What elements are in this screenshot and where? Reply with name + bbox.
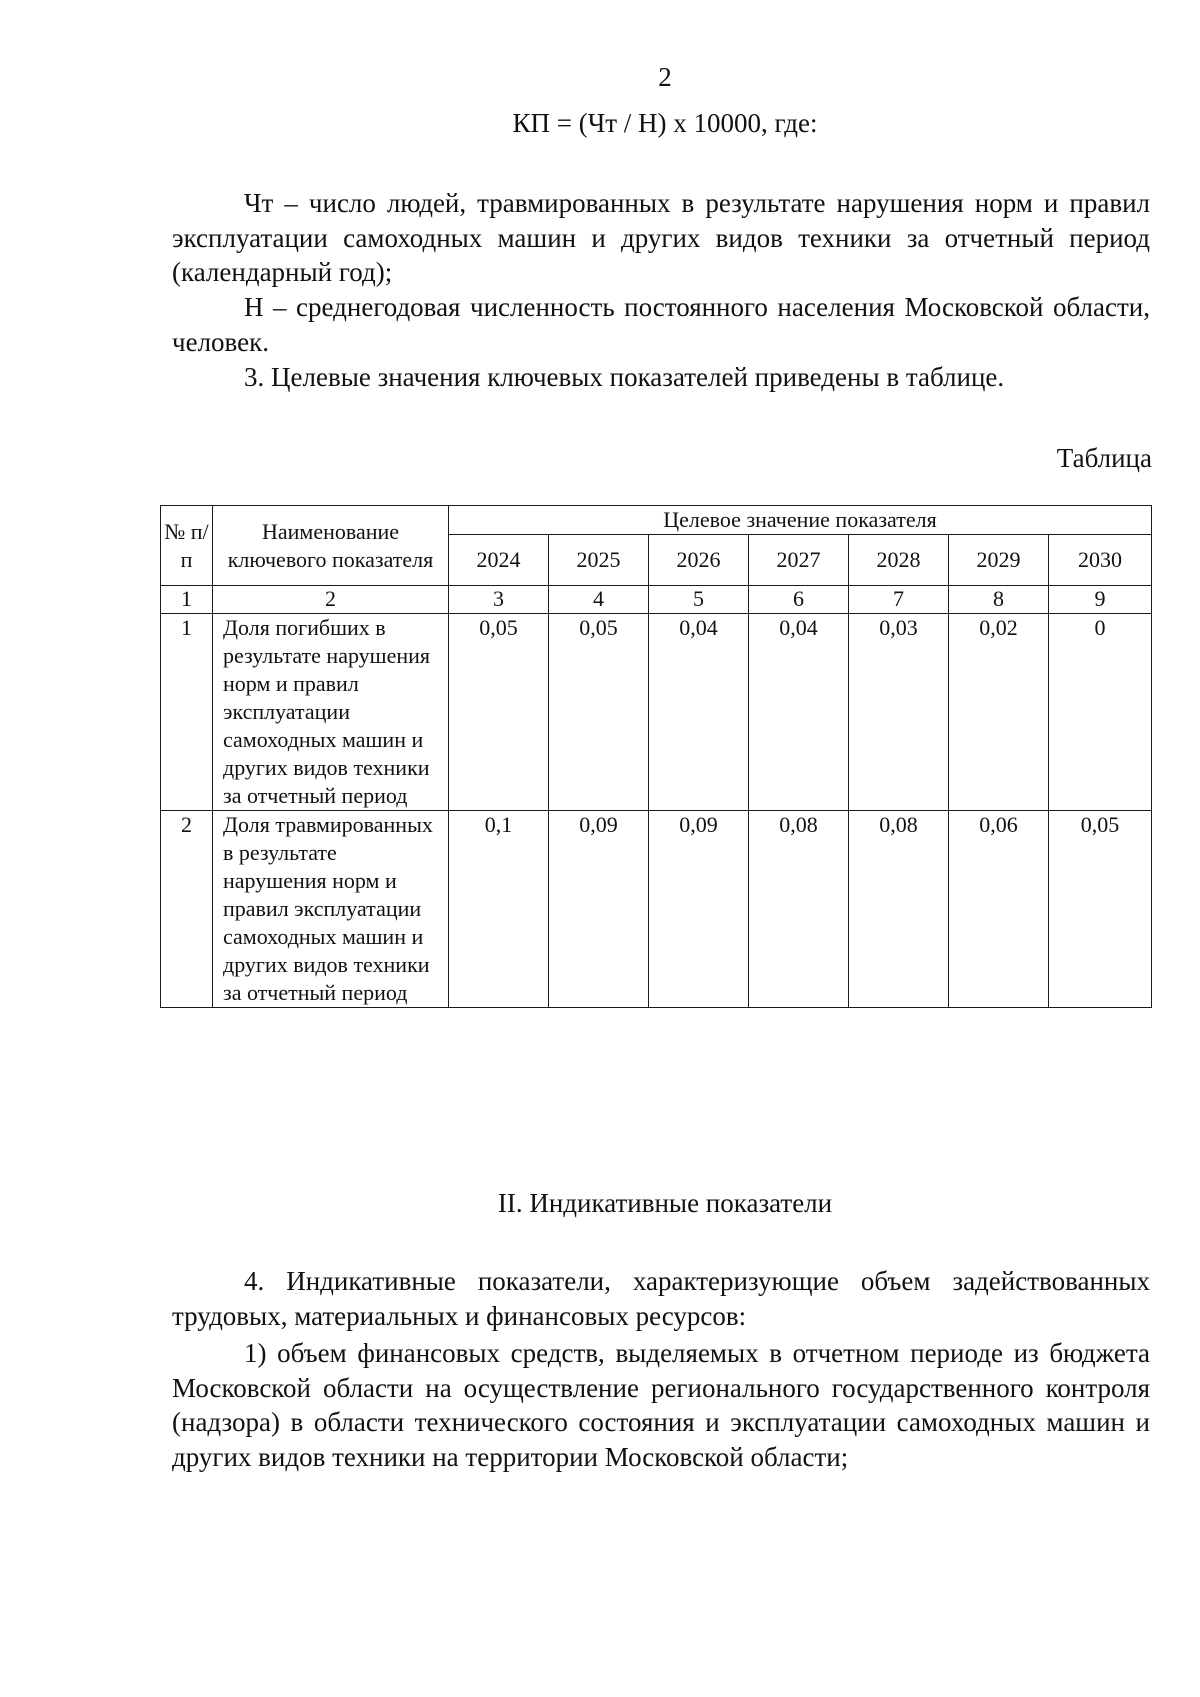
row-value: 0,09	[649, 811, 749, 1008]
item-4	[172, 1264, 1150, 1333]
row-num: 2	[161, 811, 213, 1008]
header-target: Целевое значение показателя	[449, 506, 1152, 535]
row-value: 0,1	[449, 811, 549, 1008]
row-value: 0,04	[749, 614, 849, 811]
row-value: 0,05	[549, 614, 649, 811]
item-4-1	[172, 1336, 1150, 1474]
index-cell: 7	[849, 586, 949, 614]
header-year: 2030	[1049, 535, 1152, 586]
row-name: Доля травмированных в результате нарушения норм и правил эксплуатации самоходных машин и других видов техники за отчетный период	[213, 811, 449, 1008]
row-value: 0,09	[549, 811, 649, 1008]
definition-cht-text: Чт – число людей, травмированных в результате нарушения норм и правил эксплуатации самоходных машин и других видов техники за отчетный период (календарный год);	[172, 188, 1150, 287]
header-year: 2026	[649, 535, 749, 586]
index-cell: 4	[549, 586, 649, 614]
row-value: 0,08	[849, 811, 949, 1008]
row-name: Доля погибших в результате нарушения норм и правил эксплуатации самоходных машин и других видов техники за отчетный период	[213, 614, 449, 811]
definition-n-text: Н – среднегодовая численность постоянного населения Московской области, человек.	[172, 292, 1150, 357]
definition-cht	[172, 186, 1150, 290]
index-cell: 8	[949, 586, 1049, 614]
table-caption: Таблица	[1056, 443, 1152, 473]
row-value: 0,05	[449, 614, 549, 811]
index-row	[161, 586, 1152, 614]
header-name: Наименование ключевого показателя	[213, 506, 449, 586]
key-indicators-table	[160, 505, 1152, 1008]
header-year: 2028	[849, 535, 949, 586]
row-num: 1	[161, 614, 213, 811]
row-value: 0,08	[749, 811, 849, 1008]
item-4-text: 4. Индикативные показатели, характеризующие объем задействованных трудовых, материальных и финансовых ресурсов:	[172, 1266, 1150, 1331]
index-cell: 9	[1049, 586, 1152, 614]
index-cell: 1	[161, 586, 213, 614]
header-year: 2027	[749, 535, 849, 586]
row-value: 0,05	[1049, 811, 1152, 1008]
row-value: 0,04	[649, 614, 749, 811]
header-year: 2029	[949, 535, 1049, 586]
item-3	[172, 360, 1150, 395]
item-4-1-text: 1) объем финансовых средств, выделяемых в отчетном периоде из бюджета Московской области на осуществление регионального государственного контроля (надзора) в области технического состояния и эксплуатации самоходных машин и других видов техники на территории Московской области;	[172, 1338, 1150, 1472]
row-value: 0,06	[949, 811, 1049, 1008]
header-year: 2025	[549, 535, 649, 586]
index-cell: 5	[649, 586, 749, 614]
header-year: 2024	[449, 535, 549, 586]
row-value: 0,02	[949, 614, 1049, 811]
page-number: 2	[658, 62, 672, 92]
table-row	[161, 614, 1152, 811]
formula: КП = (Чт / Н) х 10000, где:	[512, 108, 818, 138]
header-num: № п/п	[161, 506, 213, 586]
row-value: 0,03	[849, 614, 949, 811]
header-row	[161, 506, 1152, 535]
index-cell: 6	[749, 586, 849, 614]
definition-n	[172, 290, 1150, 359]
index-cell: 3	[449, 586, 549, 614]
item-3-text: 3. Целевые значения ключевых показателей приведены в таблице.	[244, 362, 1005, 392]
table-row	[161, 811, 1152, 1008]
section-heading: II. Индикативные показатели	[497, 1188, 833, 1218]
index-cell: 2	[213, 586, 449, 614]
row-value: 0	[1049, 614, 1152, 811]
